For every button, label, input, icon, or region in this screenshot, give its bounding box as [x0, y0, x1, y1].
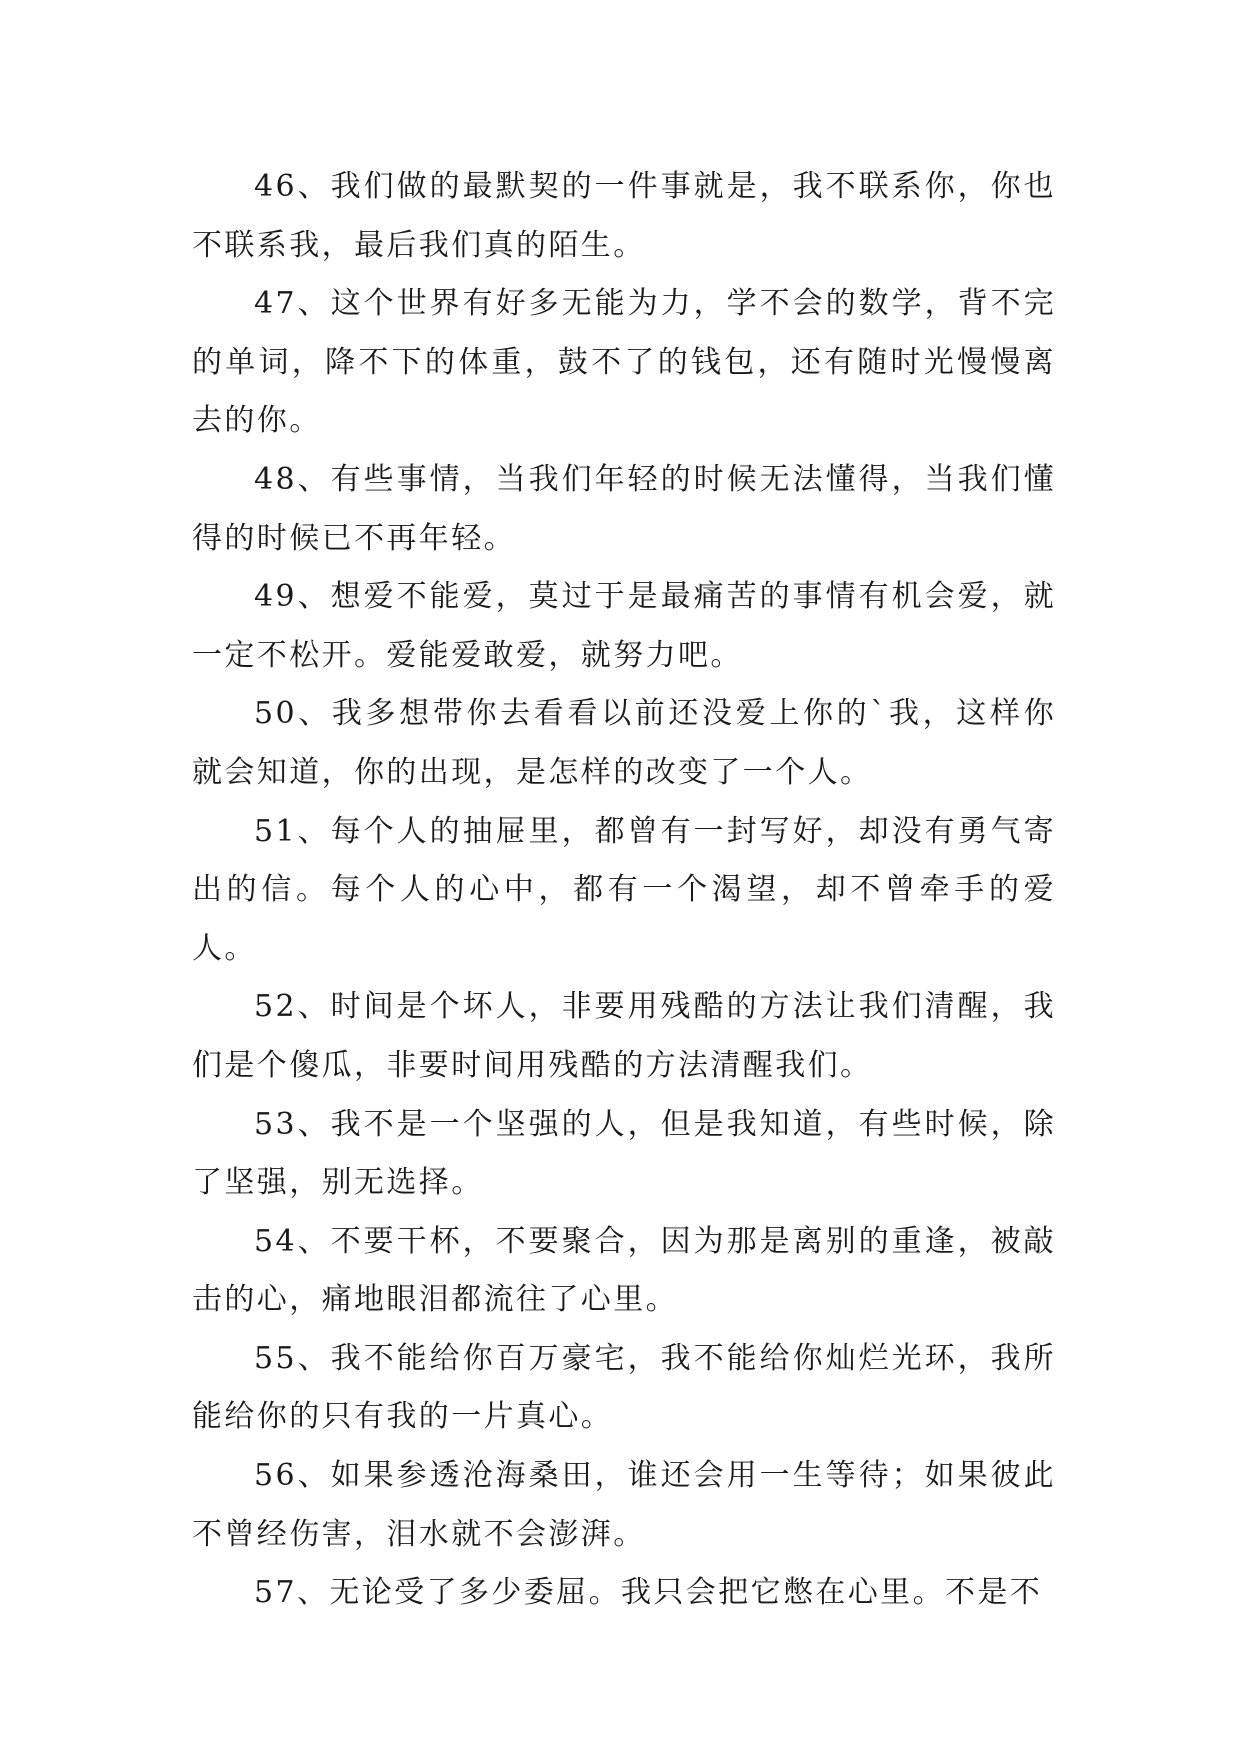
paragraph-52: 52、时间是个坏人，非要用残酷的方法让我们清醒，我们是个傻瓜，非要时间用残酷的方法清醒我们。: [192, 989, 1056, 1083]
paragraph-46: 46、我们做的最默契的一件事就是，我不联系你，你也不联系我，最后我们真的陌生。: [192, 169, 1056, 263]
paragraph-54: 54、不要干杯，不要聚合，因为那是离别的重逢，被敲击的心，痛地眼泪都流往了心里。: [192, 1223, 1056, 1318]
paragraph-51: 51、每个人的抽屉里，都曾有一封写好，却没有勇气寄出的信。每个人的心中，都有一个渴望，却不曾牵手的爱人。: [192, 813, 1056, 966]
document-body: [192, 158, 1056, 1623]
paragraph-57: 57、无论受了多少委屈。我只会把它憋在心里。不是不: [254, 1575, 1043, 1611]
paragraph-47: 47、这个世界有好多无能为力，学不会的数学，背不完的单词，降不下的体重，鼓不了的钱包，还有随时光慢慢离去的你。: [192, 286, 1056, 439]
paragraph-56: 56、如果参透沧海桑田，谁还会用一生等待；如果彼此不曾经伤害，泪水就不会澎湃。: [192, 1458, 1056, 1552]
paragraph-53: 53、我不是一个坚强的人，但是我知道，有些时候，除了坚强，别无选择。: [192, 1106, 1056, 1201]
paragraph-49: 49、想爱不能爱，莫过于是最痛苦的事情有机会爱，就一定不松开。爱能爱敢爱，就努力吧。: [192, 579, 1056, 673]
paragraph-48: 48、有些事情，当我们年轻的时候无法懂得，当我们懂得的时候已不再年轻。: [192, 461, 1056, 556]
paragraph-55: 55、我不能给你百万豪宅，我不能给你灿烂光环，我所能给你的只有我的一片真心。: [192, 1340, 1056, 1435]
paragraph-50: 50、我多想带你去看看以前还没爱上你的`我，这样你就会知道，你的出现，是怎样的改变了一个人。: [192, 696, 1056, 790]
